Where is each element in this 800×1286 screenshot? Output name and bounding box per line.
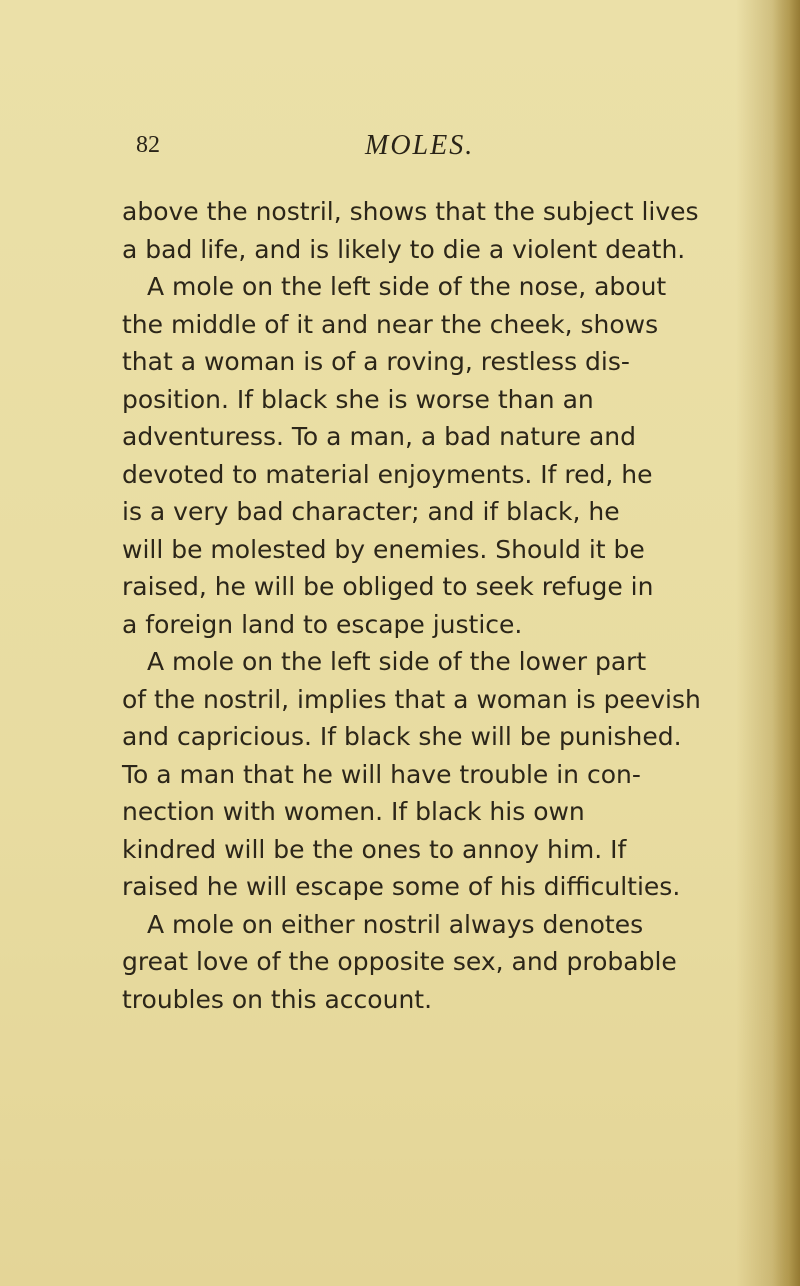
text-line: nection with women. If black his own [122,797,585,826]
text-line: devoted to material enjoyments. If red, he [122,459,653,489]
text-line: above the nostril, shows that the subject lives [122,197,699,226]
page-edge-shadow [772,0,800,1286]
text-line: adventuress. To a man, a bad nature and [122,422,637,451]
text-line: of the nostril, implies that a woman is peevish [122,684,701,714]
text-line: troubles on this account. [122,984,433,1014]
text-line: a bad life, and is likely to die a violent death. [122,234,686,264]
paragraph-start-line: A mole on the left side of the nose, about [147,272,667,301]
text-line: raised, he will be obliged to seek refuge in [122,572,654,601]
paragraph-start-line: A mole on either nostril always denotes [147,909,644,939]
text-line: position. If black she is worse than an [122,384,594,414]
text-line: that a woman is of a roving, restless dis- [122,347,630,376]
text-line: will be molested by enemies. Should it be [122,534,645,564]
text-line: raised he will escape some of his difficulties. [122,872,681,901]
text-line: the middle of it and near the cheek, shows [122,309,659,339]
text-line: kindred will be the ones to annoy him. If [122,834,627,864]
paragraph-start-line: A mole on the left side of the lower part [147,647,647,676]
page-number: 82 [136,132,160,158]
text-line: is a very bad character; and if black, he [122,497,620,526]
text-line: and capricious. If black she will be punished. [122,722,682,751]
body-text [122,193,722,1018]
text-line: great love of the opposite sex, and probable [122,947,677,976]
running-head [136,130,696,170]
running-title: MOLES. [365,130,475,161]
text-line: To a man that he will have trouble in con- [122,759,641,789]
text-line: a foreign land to escape justice. [122,609,523,639]
